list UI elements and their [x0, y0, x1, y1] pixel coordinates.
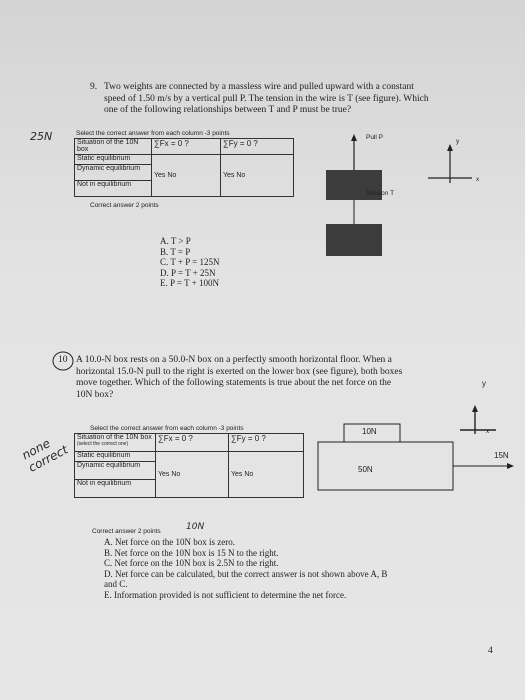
q10-row-not[interactable]: Not in equilibrium: [75, 480, 156, 498]
q10-correct-label: Correct answer 2 points: [92, 528, 161, 535]
q10-axis-x: x: [486, 428, 490, 435]
q9-option-a[interactable]: A. T > P: [160, 236, 191, 246]
q10-option-a[interactable]: A. Net force on the 10N box is zero.: [104, 537, 235, 547]
q10-col-box: [75, 434, 156, 452]
q9-table-title: Select the correct answer from each column -3 points: [76, 130, 230, 137]
q10-fig-bottom: 50N: [358, 465, 373, 474]
q10-fx-answer[interactable]: Yes No: [156, 452, 229, 498]
q9-row-dynamic[interactable]: Dynamic equilibrium: [75, 165, 152, 181]
q10-option-d-cont: and C.: [104, 579, 128, 589]
q10-row-dynamic[interactable]: Dynamic equilibrium: [75, 462, 156, 480]
q10-handwritten: 10N: [186, 522, 205, 532]
q10-option-e[interactable]: E. Information provided is not sufficient to determine the net force.: [104, 589, 347, 600]
q10-option-c[interactable]: C. Net force on the 10N box is 2.5N to the right.: [104, 558, 279, 568]
q10-y-arrowhead: [472, 405, 478, 412]
q9-fx-answer[interactable]: Yes No: [152, 155, 221, 197]
q9-option-e[interactable]: E. P = T + 100N: [160, 278, 219, 288]
q9-options: [160, 236, 220, 289]
q10-line-1: A 10.0-N box rests on a 50.0-N box on a perfectly smooth horizontal floor. When a: [76, 355, 392, 365]
q10-option-b[interactable]: B. Net force on the 10N box is 15 N to the right.: [104, 547, 279, 558]
q9-fig-pull: Pull P: [366, 134, 383, 141]
q9-margin-note: 25N: [30, 130, 53, 143]
q9-col-fy: ∑Fy = 0 ?: [221, 139, 294, 155]
q9-fig-tension: Tension T: [366, 190, 395, 197]
q9-line-2: speed of 1.50 m/s by a vertical pull P. The tension in the wire is T (see figure). Which: [104, 93, 429, 104]
q9-option-b[interactable]: B. T = P: [160, 246, 191, 257]
page-number: 4: [488, 646, 493, 656]
q10-options: [104, 537, 494, 600]
q9-fy-answer[interactable]: Yes No: [221, 155, 294, 197]
q10-line-3: move together. Which of the following statements is true about the net force on the: [76, 378, 392, 388]
q9-number: 9.: [90, 82, 98, 92]
q9-option-c[interactable]: C. T + P = 125N: [160, 257, 220, 267]
force-arrowhead: [507, 463, 514, 469]
q9-figure: [300, 128, 500, 258]
q10-col-box-sub: (select the correct one): [77, 441, 129, 447]
q9-row-not[interactable]: Not in equilibrium: [75, 181, 152, 197]
q10-axis-y: y: [482, 379, 486, 388]
q10-fig-top: 10N: [362, 427, 377, 436]
q10-select-table: [74, 433, 304, 498]
q10-table-title: Select the correct answer from each column -3 points: [90, 425, 244, 432]
q10-option-d[interactable]: D. Net force can be calculated, but the correct answer is not shown above A, B: [104, 568, 388, 579]
q10-row-static[interactable]: Static equilibrium: [75, 452, 156, 462]
q10-col-fy: ∑Fy = 0 ?: [229, 434, 304, 452]
q9-col-box: Situation of the 10N box: [75, 139, 152, 155]
q10-fy-answer[interactable]: Yes No: [229, 452, 304, 498]
q9-col-fx: ∑Fx = 0 ?: [152, 139, 221, 155]
q10-line-2: horizontal 15.0-N pull to the right is exerted on the lower box (see figure), both boxes: [76, 366, 403, 377]
q10-margin-note: none correct: [19, 436, 71, 475]
q10-fig-force: 15N: [494, 451, 509, 460]
lower-weight: [326, 224, 382, 256]
q10-figure: [300, 400, 520, 492]
q9-text: [104, 82, 444, 117]
q9-correct-label: Correct answer 2 points: [90, 202, 159, 209]
q9-line-1: Two weights are connected by a massless wire and pulled upward with a constant: [104, 82, 414, 92]
q9-row-static[interactable]: Static equilibrium: [75, 155, 152, 165]
y-arrowhead: [447, 144, 453, 151]
q9-line-3: one of the following relationships between T and P must be true?: [104, 105, 352, 115]
q9-option-d[interactable]: D. P = T + 25N: [160, 267, 216, 278]
q10-line-4: 10N box?: [76, 389, 114, 400]
q10-text: [76, 355, 456, 401]
q10-number: 10: [58, 355, 68, 365]
q9-axis-x: x: [476, 176, 480, 183]
q10-col-fx: ∑Fx = 0 ?: [156, 434, 229, 452]
q9-select-table: [74, 138, 294, 197]
q9-axis-y: y: [456, 138, 460, 145]
q10-col-box-label: Situation of the 10N box: [77, 434, 152, 441]
bottom-box: [318, 442, 453, 490]
pull-arrowhead: [351, 134, 357, 141]
